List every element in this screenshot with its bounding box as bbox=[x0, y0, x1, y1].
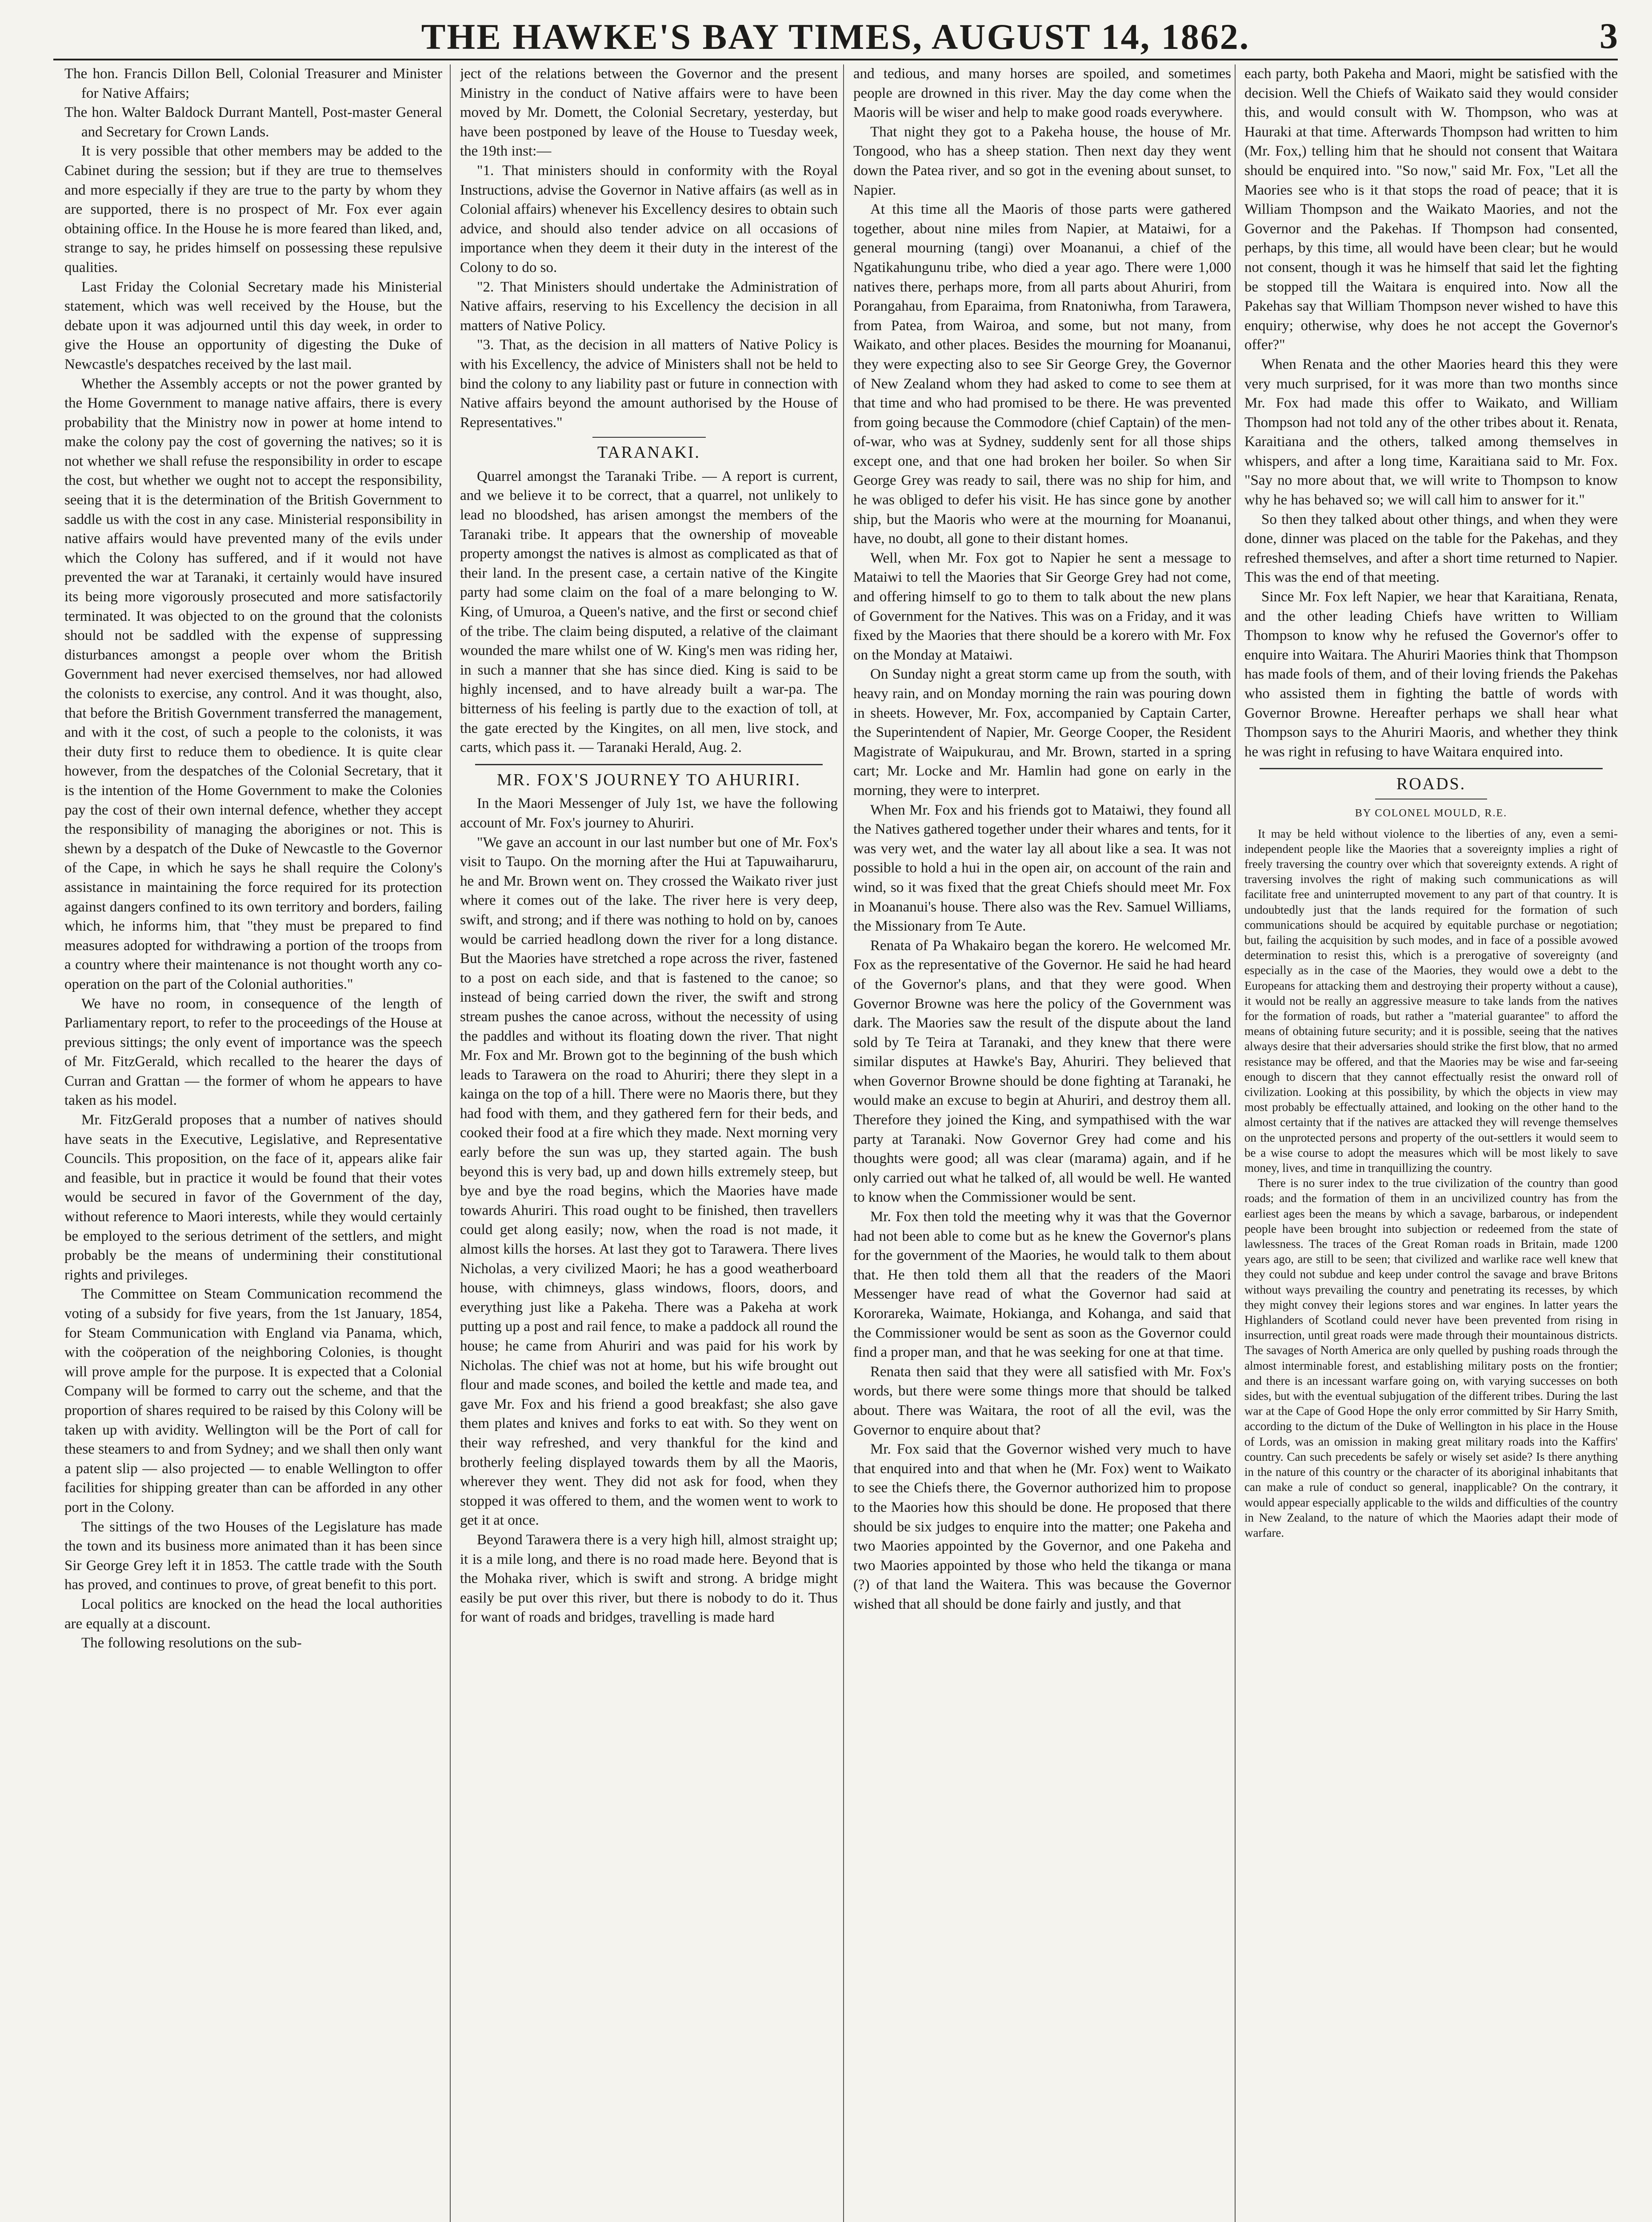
section-heading-taranaki: TARANAKI. bbox=[597, 443, 700, 462]
column-1 bbox=[64, 64, 442, 2222]
paragraph: There is no surer index to the true civilization of the country than good roads; and the formation of them in an uncivilized country has from the earliest ages been the means by which a savage, barbarous, or independent people have been brought into subjection or redeemed from the state of lawlessness. The traces of the Great Roman roads in Britain, made 1200 years ago, are still to be seen; that civilized and warlike race well knew that they could not subdue and keep under control the savage and brave Britons without ways prevailing the country and penetrating its recesses, by which they might convey their legions stores and war engines. In latter years the Highlanders of Scotland could never have been prevented from rising in insurrection, until great roads were made through their mountainous districts. The savages of North America are only quelled by pushing roads through the almost interminable forest, and establishing military posts on the frontier; and there is an incessant warfare going on, with varying successes on both sides, but with the eventual subjugation of the different tribes. During the last war at the Cape of Good Hope the only error committed by Sir Harry Smith, according to the dictum of the Duke of Wellington in his place in the House of Lords, was an omission in making great military roads into the Kaffirs' country. Can such precedents be safely or wisely set aside? Is there anything in the nature of this country or the character of its aboriginal inhabitants that can make a rule of conduct so general, inapplicable? On the contrary, it would appear especially applicable to the wilds and difficulties of the country in New Zealand, to the nature of which the Maories adapt their mode of warfare. bbox=[1244, 1176, 1618, 1539]
roads-article bbox=[1244, 826, 1618, 1541]
paragraph: The Committee on Steam Communication recommend the voting of a subsidy for five years, from the 1st January, 1854, for Steam Communication with England via Panama, which, with the coöperation of the neighboring Colonies, is thought will prove ample for the purpose. It is expected that a Colonial Company will be formed to carry out the scheme, and that the proportion of shares required to be raised by this Colony will be taken up with avidity. Wellington will be the Port of call for these steamers to and from Sydney; and we shall then only want a patent slip — also projected — to enable Wellington to offer facilities for shipping greater than can be afforded in any other port in the Colony. bbox=[64, 1286, 442, 1515]
paragraph: It is very possible that other members may be added to the Cabinet during the session; but if they are true to themselves and more especially if they are true to the party by whom they are supported, there is no prospect of Mr. Fox ever again obtaining office. In the House he is more feared than liked, and, strange to say, he prides himself on possessing these repulsive qualities. bbox=[64, 143, 442, 276]
paragraph: The following resolutions on the sub- bbox=[81, 1635, 302, 1651]
paragraph: Whether the Assembly accepts or not the power granted by the Home Government to manage native affairs, there is every probability that the Ministry now in power at home intend to make the colony pay the cost of governing the natives; so it is not whether we shall refuse the responsibility in order to escape the cost, but whether we ought not to accept the responsibility, seeing that it is the determination of the British Government to saddle us with the cost in any case. Ministerial responsibility in native affairs would have prevented many of the evils under which the Colony has suffered, and if it would not have prevented the war at Taranaki, it certainly would have insured its being more vigorously prosecuted and more satisfactorily terminated. It was objected to on the ground that the colonists should not be saddled with the expense of suppressing disturbances amongst a people over whom the British Government had never exercised themselves, nor had allowed the colonists to exercise, any control. And it was thought, also, that before the British Government transferred the management, and with it the cost, of such a people to the colonists, it was their duty first to reduce them to obedience. It is quite clear however, from the despatches of the Colonial Secretary, that it is the intention of the Home Government to make the Colonies pay the cost of their own internal defence, whether they accept the responsibility of managing the aborigines or not. This is shewn by a despatch of the Duke of Newcastle to the Governor of the Cape, in which he says he shall require the Colony's assistance in maintaining the force required for its protection against dangers confined to its own territory and borders, failing which, he informs him, that "they must be prepared to find measures adopted for withdrawing a portion of the troops from a country where their maintenance is not thought worth any co-operation on the part of the Colonial authorities." bbox=[64, 376, 442, 992]
column-divider bbox=[843, 64, 844, 2222]
paragraph: When Mr. Fox and his friends got to Mataiwi, they found all the Natives gathered together under their whares and tents, for it was very wet, and the water lay all about like a sea. It was not possible to hold a hui in the open air, on account of the rain and wind, so it was fixed that the great Chiefs should meet Mr. Fox in Moananui's house. There also was the Rev. Samuel Williams, the Missionary from Te Aute. bbox=[853, 802, 1231, 935]
paragraph: Local politics are knocked on the head the local authorities are equally at a discount. bbox=[64, 1596, 442, 1632]
paragraph: and tedious, and many horses are spoiled, and sometimes people are drowned in this river. May the day come when the Maoris will be wiser and help to make good roads everywhere. bbox=[853, 66, 1231, 121]
column-2 bbox=[460, 64, 838, 2222]
paragraph: Renata of Pa Whakairo began the korero. He welcomed Mr. Fox as the representative of the Governor. He said he had heard of the Governor's plans, and that they were good. When Governor Browne was here the policy of the Government was dark. The Maories saw the result of the dispute about the land sold by Te Teira at Taranaki, and they knew that there were similar disputes at Hawke's Bay, Ahuriri. They believed that when Governor Browne should be done fighting at Taranaki, he would make an excuse to begin at Ahuriri, and destroy them all. Therefore they joined the King, and sympathised with the war party at Taranaki. Now Governor Grey had come and his thoughts were good; all was clear (marama) again, and if he only carried out what he talked of, all would be well. He wanted to know when the Commissioner would be sent. bbox=[853, 937, 1231, 1206]
column-divider bbox=[1235, 64, 1236, 2222]
paragraph: At this time all the Maoris of those parts were gathered together, about nine miles from Napier, at Mataiwi, for a general mourning (tangi) over Moananui, a chief of the Ngatikahungunu tribe, who died a year ago. There were 1,000 natives there, perhaps more, from all parts about Ahuriri, from Porangahau, from Eparaima, from Rnatoniwha, from Tarawera, from Patea, from Wairoa, and some, but not many, from Waikato, and other places. Besides the mourning for Moananui, they were expecting also to see Sir George Grey, the Governor of New Zealand whom they had asked to come to see them at that time and who had promised to be there. He was prevented from going because the Commodore (chief Captain) of the men-of-war, who was at Sydney, suddenly sent for all those ships except one, and that one had broken her boiler. So when Sir George Grey was ready to sail, there was no ship for him, and he was obliged to defer his visit. He has since gone by another ship, but the Maoris who were at the mourning for Moananui, have, no doubt, all gone to their distant homes. bbox=[853, 201, 1231, 547]
paragraph: each party, both Pakeha and Maori, might be satisfied with the decision. Well the Chiefs of Waikato said they would consider this, and would consult with W. Thompson, who was at Hauraki at that time. Afterwards Thompson had written to him (Mr. Fox,) telling him that he should not consent that Waitara should be enquired into. "So now," said Mr. Fox, "Let all the Maories see who is it that stops the road of peace; that it is William Thompson and the Waikato Maories, and not the Governor and the Pakehas. If Thompson had consented, perhaps, by this time, all would have been clear; but he would not consent, though it was he himself that said let the fighting be stopped till the Waitara is enquired into. Now all the Pakehas say that William Thompson never wished to have this enquiry; otherwise, why does he not accept the Governor's offer?" bbox=[1244, 66, 1618, 353]
section-heading-roads: ROADS. bbox=[1396, 775, 1466, 794]
paragraph: That night they got to a Pakeha house, the house of Mr. Tongood, who has a sheep station. Then next day they went down the Patea river, and so got in the evening about sunset, to Napier. bbox=[853, 124, 1231, 198]
header-rule bbox=[53, 59, 1618, 60]
paragraph: It may be held without violence to the liberties of any, even a semi-independent people like the Maories that a sovereignty implies a right of freely traversing the country over which that sovereignty extends. A right of traversing involves the right of making such communications as will facilitate free and uninterrupted movement to any part of that country. It is undoubtedly just that the lands required for the formation of such communications should be acquired by equitable purchase or negotiation; but, failing the acquisition by such modes, and in face of a possible avowed determination to resist this, which is a prerogative of sovereignty (and especially as in the case of the Maories, they would owe a debt to the Europeans for attacking them and destroying their property without a cause), it would not be really an aggressive measure to take lands from the natives for the formation of roads, but rather a "material guarantee" to afford the means of obtaining future security; and it is possible, seeing that the natives always desire that their adversaries should strike the first blow, that no armed resistance may be offered, and that the Maories may be wise and far-seeing enough to discern that they cannot effectually resist the onward roll of civilization. Looking at this possibility, by which the objects in view may most probably be effectually attained, and looking on the other hand to the almost certainty that if the natives are attacked they will revenge themselves on the unprotected persons and property of the out-settlers it would seem to be a wise course to adopt the measures which will be most likely to save money, lives, and time in tranquillizing the country. bbox=[1244, 827, 1618, 1175]
section-rule bbox=[592, 437, 706, 438]
paragraph: On Sunday night a great storm came up from the south, with heavy rain, and on Monday morning the rain was pouring down in sheets. However, Mr. Fox, accompanied by Captain Carter, the Superintendent of Napier, Mr. George Cooper, the Resident Magistrate of Waipukurau, and Mr. Brown, started in a spring cart; Mr. Locke and Mr. Hamlin had gone on early in the morning, they were to interpret. bbox=[853, 666, 1231, 799]
resolution-3: "3. That, as the decision in all matters of Native Policy is with his Excellency, the advice of Ministers shall not be held to bind the colony to any liability past or future in connection with Native affairs beyond the amount authorised by the House of Representatives." bbox=[460, 337, 838, 431]
paragraph: The sittings of the two Houses of the Legislature has made the town and its business more animated than it has been since Sir George Grey left it in 1853. The cattle trade with the South has proved, and continues to prove, of great benefit to this port. bbox=[64, 1519, 442, 1593]
paragraph: Quarrel amongst the Taranaki Tribe. — A report is current, and we believe it to be correct, that a quarrel, not unlikely to lead no bloodshed, has arisen amongst the members of the Taranaki tribe. It appears that the ownership of moveable property amongst the natives is almost as complicated as that of their land. In the present case, a certain native of the Kingite party had some claim on the foal of a mare belonging to W. King, of Umuroa, a Queen's native, and the first or second chief of the tribe. The claim being disputed, a relative of the claimant wounded the mare whilst one of W. King's men was riding her, in such a manner that she has since died. King is said to be highly incensed, and to have already built a war-pa. The bitterness of his feeling is partly due to the exaction of toll, at the gate erected by the Kingites, on all men, live stock, and carts, which pass it. — Taranaki Herald, Aug. 2. bbox=[460, 468, 838, 756]
paragraph: Well, when Mr. Fox got to Napier he sent a message to Mataiwi to tell the Maories that Sir George Grey had not come, and offering himself to go to them to talk about the new plans of Government for the Natives. This was on a Friday, and it was fixed by the Maories that there should be a korero with Mr. Fox on the Monday at Mataiwi. bbox=[853, 550, 1231, 663]
paragraph: The hon. Walter Baldock Durrant Mantell, Post-master General and Secretary for Crown Lands. bbox=[64, 104, 442, 140]
paragraph: "We gave an account in our last number but one of Mr. Fox's visit to Taupo. On the morning after the Hui at Tapuwaiharuru, he and Mr. Brown went on. They crossed the Waikato river just where it comes out of the lake. The river here is very deep, swift, and strong; and if there was nothing to hold on by, canoes would be carried headlong down the river for a long distance. But the Maories have stretched a rope across the river, fastened to a post on each side, and that is fastened to the canoe; so instead of being carried down the river, the swift and strong stream pushes the canoe across, without the necessity of using the paddles and without its floating down the river. That night Mr. Fox and Mr. Brown got to the beginning of the bush which leads to Tarawera on the road to Ahuriri; there they slept in a kainga on the top of a hill. There were no Maoris there, but they had food with them, and they gathered fern for their beds, and cooked their food at a fire which they made. Next morning very early before the sun was up, they started again. The bush beyond this is very bad, up and down hills extremely steep, but bye and bye the road begins, which the Maories have made towards Ahuriri. This road ought to be finished, then travellers could get along easily; now, when the road is not made, it almost kills the horses. At last they got to Tarawera. There lives Nicholas, a very civilized Maori; he has a good weatherboard house, with chimneys, glass windows, floors, doors, and everything just like a Pakeha. There was a Pakeha at work putting up a post and rail fence, to make a paddock all round the house; he came from Ahuriri and was paid for his work by Nicholas. The chief was not at home, but his wife brought out flour and made scones, and boiled the kettle and made tea, and gave Mr. Fox and his friend a good breakfast; she also gave them plates and knives and forks to eat with. So they went on their way refreshed, and very thankful for the kind and brotherly feeling displayed towards them by all the Maoris, wherever they went. They did not ask for food, when they stopped it was offered to them, and the women went to work to get it at once. bbox=[460, 834, 838, 1529]
section-heading-fox-journey: MR. FOX'S JOURNEY TO AHURIRI. bbox=[496, 770, 801, 789]
column-divider bbox=[450, 64, 451, 2222]
paragraph: ject of the relations between the Governor and the present Ministry in the conduct of Native affairs were to have been moved by Mr. Domett, the Colonial Secretary, yesterday, but have been postponed by leave of the House to Tuesday week, the 19th inst:— bbox=[460, 66, 838, 160]
paragraph: Beyond Tarawera there is a very high hill, almost straight up; it is a mile long, and there is no road made here. Beyond that is the Mohaka river, which is swift and strong. A bridge might easily be put over this river, but there is nobody to do it. Thus for want of roads and bridges, travelling is made hard bbox=[460, 1531, 838, 1626]
page-number: 3 bbox=[1600, 16, 1618, 56]
paragraph: The hon. Francis Dillon Bell, Colonial Treasurer and Minister for Native Affairs; bbox=[64, 66, 442, 101]
paragraph: When Renata and the other Maories heard this they were very much surprised, for it was more than two months since Mr. Fox had made this offer to Waikato, and William Thompson had not told any of the other tribes about it. Renata, Karaitiana and the others, talked among themselves in whispers, and after a long time, Karaitiana said to Mr. Fox. "Say no more about that, we will write to Thompson to know why he has behaved so; we will call him to answer for it." bbox=[1244, 356, 1618, 508]
paragraph: Since Mr. Fox left Napier, we hear that Karaitiana, Renata, and the other leading Chiefs have written to William Thompson to know why he refused the Governor's offer to enquire into Waitara. The Ahuriri Maories think that Thompson has made fools of them, and of their loving friends the Pakehas who assisted them in fighting the battle of words with Governor Browne. Hereafter perhaps we shall hear what Thompson says to the Ahuriri Maoris, and whether they think he was right in refusing to have Waitara enquired into. bbox=[1244, 589, 1618, 760]
resolution-1: "1. That ministers should in conformity with the Royal Instructions, advise the Governor in Native affairs (as well as in Colonial affairs) whenever his Excellency desires to obtain such advice, and should also tender advice on all occasions of importance when they deem it their duty in the interest of the Colony to do so. bbox=[460, 162, 838, 276]
newspaper-title: THE HAWKE'S BAY TIMES, AUGUST 14, 1862. bbox=[421, 16, 1250, 57]
paragraph: We have no room, in consequence of the length of Parliamentary report, to refer to the proceedings of the House at previous sittings; the only event of importance was the speech of Mr. FitzGerald, which recalled to the hearer the days of Curran and Grattan — the former of whom he appears to have taken as his model. bbox=[64, 995, 442, 1109]
paragraph: Mr. Fox then told the meeting why it was that the Governor had not been able to come but as he knew the Governor's plans for the government of the Maories, he would talk to them about that. He then told them all that the readers of the Maori Messenger have read of what the Governor had said at Kororareka, Waimate, Hokianga, and Kohanga, and said that the Commissioner would be sent as soon as the Governor could find a proper man, and that he was seeking for one at that time. bbox=[853, 1209, 1231, 1361]
masthead bbox=[53, 12, 1618, 61]
paragraph: In the Maori Messenger of July 1st, we have the following account of Mr. Fox's journey to Ahuriri. bbox=[460, 795, 838, 831]
section-rule bbox=[1260, 768, 1603, 769]
column-4 bbox=[1244, 64, 1618, 2222]
paragraph: Mr. Fox said that the Governor wished very much to have that enquired into and that when he (Mr. Fox) went to Waikato to see the Chiefs there, the Governor authorized him to propose to the Maories how this should be done. He proposed that there should be six judges to enquire into the matter; one Pakeha and two Maories appointed by the Governor, and one Pakeha and two Maories appointed by those who held the tikanga or mana (?) of that land the Waitera. This was because the Governor wished that all should be done fairly and justly, and that bbox=[853, 1441, 1231, 1612]
section-rule bbox=[475, 764, 823, 765]
byline: BY COLONEL MOULD, R.E. bbox=[1355, 807, 1508, 819]
resolution-2: "2. That Ministers should undertake the Administration of Native affairs, reserving to his Excellency the decision in all matters of Native Policy. bbox=[460, 279, 838, 334]
column-3 bbox=[853, 64, 1231, 2222]
paragraph: Renata then said that they were all satisfied with Mr. Fox's words, but there were some things more that should be talked about. There was Waitara, the root of all the evil, was the Governor to enquire about that? bbox=[853, 1363, 1231, 1438]
paragraph: Last Friday the Colonial Secretary made his Ministerial statement, which was well received by the House, but the debate upon it was adjourned until this day week, in order to give the House an opportunity of digesting the Duke of Newcastle's despatches received by the last mail. bbox=[64, 279, 442, 372]
paragraph: So then they talked about other things, and when they were done, dinner was placed on the table for the Pakehas, and they refreshed themselves, and after a short time returned to Napier. This was the end of that meeting. bbox=[1244, 511, 1618, 586]
paragraph: Mr. FitzGerald proposes that a number of natives should have seats in the Executive, Legislative, and Representative Councils. This proposition, on the face of it, appears alike fair and feasible, but in practice it would be found that their votes would be secured in favor of the Government of the day, without reference to Maori interests, while they would certainly be employed to the serious detriment of the settlers, and might probably be the means of undermining their constitutional rights and privileges. bbox=[64, 1112, 442, 1283]
